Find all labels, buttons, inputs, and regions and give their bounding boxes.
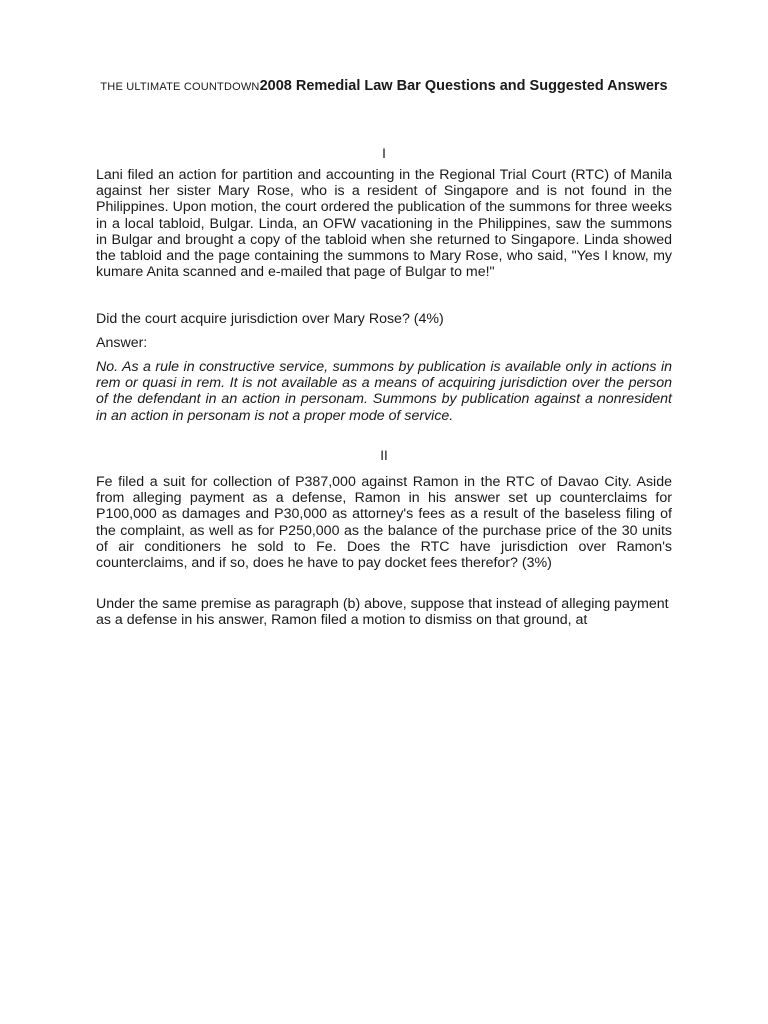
- question-1-prompt: Did the court acquire jurisdiction over Mary Rose? (4%): [96, 311, 444, 327]
- answer-1-text: No. As a rule in constructive service, summons by publication is available only in actions in rem or quasi in rem. It is not available as a means of acquiring jurisdiction over the person of the defendant in an action in personam. Summons by publication against a nonresident in an action in personam is not a proper mode of service.: [96, 359, 672, 424]
- question-2-text: Fe filed a suit for collection of P387,000 against Ramon in the RTC of Davao City. Aside from alleging payment as a defense, Ramon in his answer set up counterclaims for P100,000 as damages and P30,000 as attorney's fees as a result of the baseless filing of the complaint, as well as for P250,000 as the balance of the purchase price of the 30 units of air conditioners he sold to Fe. Does the RTC have jurisdiction over Ramon's counterclaims, and if so, does he have to pay docket fees therefor? (3%): [96, 474, 672, 572]
- answer-1-label: Answer:: [96, 335, 148, 351]
- section-numeral-2: II: [380, 448, 388, 463]
- question-1-text: Lani filed an action for partition and accounting in the Regional Trial Court (RTC) of Manila against her sister Mary Rose, who is a resident of Singapore and is not found in the Philippines. Upon motion, the court ordered the publication of the summons for three weeks in a local tabloid, Bulgar. Linda, an OFW vacationing in the Philippines, saw the summons in Bulgar and brought a copy of the tabloid when she returned to Singapore. Linda showed the tabloid and the page containing the summons to Mary Rose, who said, "Yes I know, my kumare Anita scanned and e-mailed that page of Bulgar to me!": [96, 167, 672, 281]
- title-prefix: THE ULTIMATE COUNTDOWN: [100, 81, 260, 93]
- title-main: 2008 Remedial Law Bar Questions and Suggested Answers: [259, 78, 668, 94]
- question-2-followup: Under the same premise as paragraph (b) above, suppose that instead of alleging payment as a defense in his answer, Ramon filed a motion to dismiss on that ground, at: [96, 596, 669, 629]
- section-numeral-1: I: [382, 146, 386, 161]
- document-title: [96, 76, 672, 97]
